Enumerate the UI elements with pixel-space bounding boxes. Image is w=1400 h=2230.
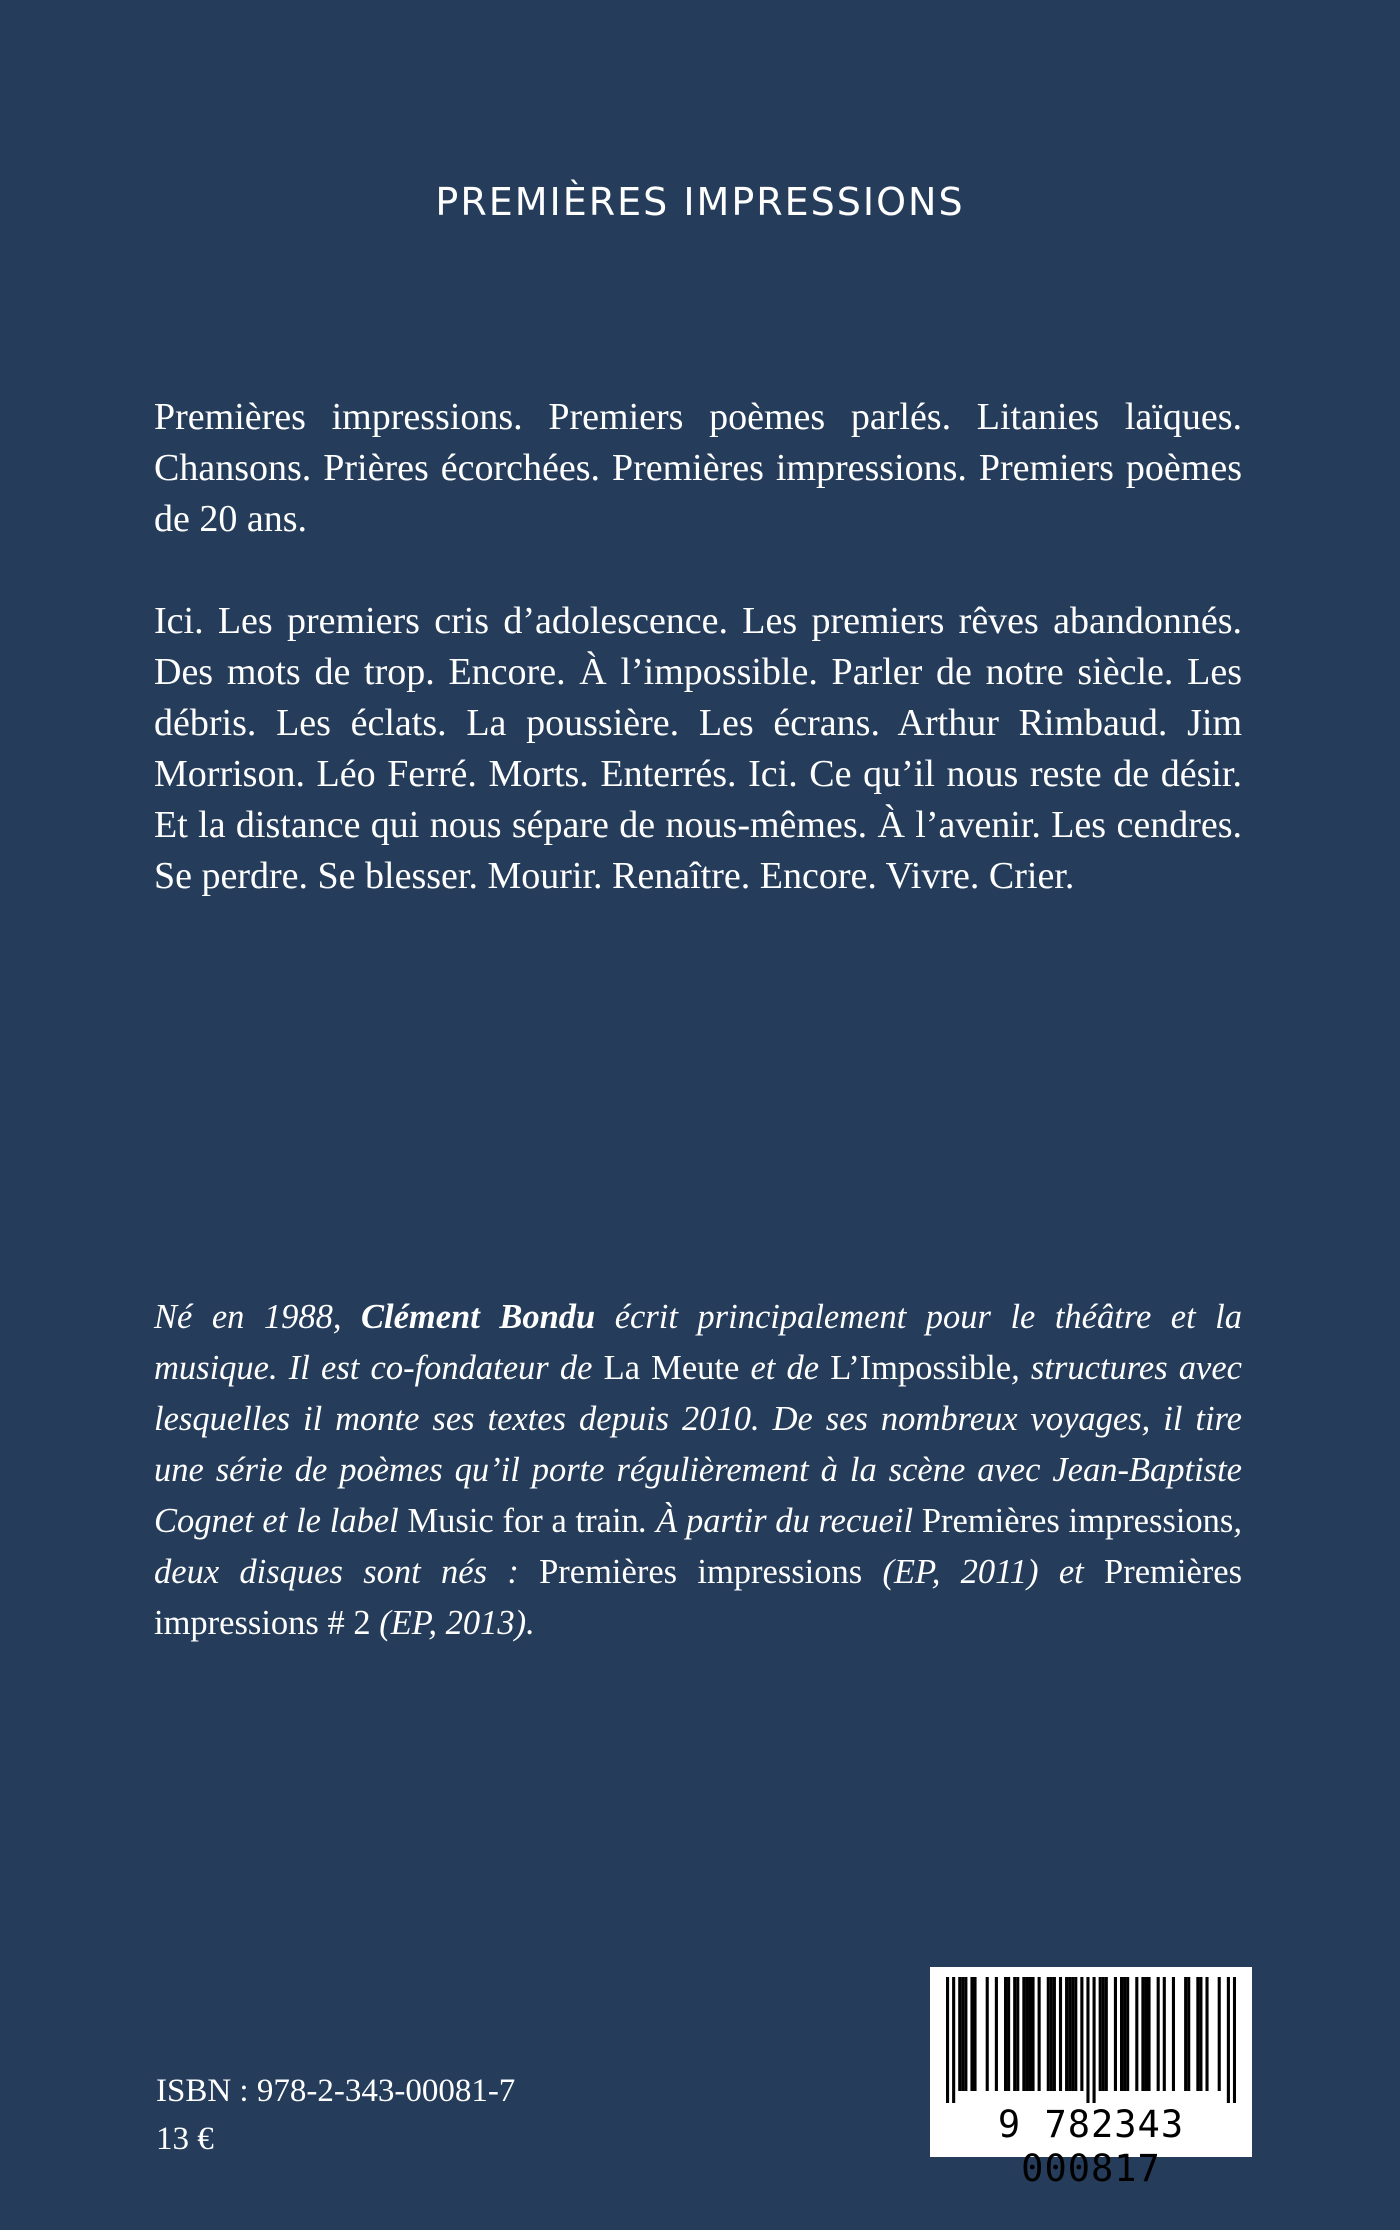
bio-text: , deux disques sont nés :: [154, 1502, 1242, 1591]
author-name: Clément Bondu: [361, 1298, 596, 1336]
barcode-bar: [1065, 1977, 1068, 2091]
barcode-bar: [1120, 1977, 1123, 2091]
bio-title: L’Impossible: [830, 1349, 1012, 1387]
barcode-bar: [1126, 1977, 1129, 2091]
bio-title: Premières impressions: [921, 1502, 1234, 1540]
barcode-bar: [970, 1977, 973, 2091]
bio-title: Premières impressions: [539, 1553, 863, 1591]
barcode-bar: [958, 1977, 961, 2091]
isbn: ISBN : 978-2-343-00081-7: [156, 2073, 516, 2109]
price: 13 €: [156, 2121, 214, 2157]
barcode-bar: [1157, 1977, 1160, 2091]
barcode-bar: [1068, 1977, 1071, 2091]
barcode-bar: [946, 1977, 949, 2103]
barcode-bar: [1105, 1977, 1108, 2091]
barcode-bar: [1205, 1977, 1208, 2091]
barcode-bar: [1071, 1977, 1074, 2091]
blurb-paragraph-2: Ici. Les premiers cris d’adolescence. Les premiers rêves abandonnés. Des mots de trop. Encore. À l’impossible. Parler de notre siècle. Les débris. Les éclats. La poussière. Les écrans. Arthur Rimbaud. Jim Morrison. Léo Ferré. Morts. Enterrés. Ici. Ce qu’il nous reste de désir. Et la distance qui nous sépare de nous-mêmes. À l’avenir. Les cendres. Se perdre. Se blesser. Mourir. Renaître. Encore. Vivre. Crier.: [154, 600, 1242, 897]
barcode-bar: [1196, 1977, 1199, 2091]
barcode-bar: [1099, 1977, 1102, 2091]
barcode-bar: [1047, 1977, 1050, 2091]
barcode-bar: [1187, 1977, 1190, 2091]
bio-text: (EP, 2013).: [370, 1604, 535, 1642]
barcode-digits: 9 782343 000817: [997, 2103, 1185, 2190]
barcode-bars: [946, 1977, 1236, 2103]
bio-title: La Meute: [603, 1349, 740, 1387]
bio-text: et de: [739, 1349, 831, 1387]
barcode-bar: [961, 1977, 964, 2091]
barcode-bar: [952, 1977, 955, 2103]
barcode-bar: [964, 1977, 967, 2091]
barcode-bar: [1144, 1977, 1147, 2091]
barcode-bar: [1038, 1977, 1041, 2091]
barcode-bar: [1135, 1977, 1138, 2091]
series-title: PREMIÈRES IMPRESSIONS: [435, 180, 965, 224]
barcode-bar: [1028, 1977, 1031, 2091]
bio-text: Né en 1988,: [154, 1298, 361, 1336]
barcode-bar: [1053, 1977, 1056, 2091]
barcode-bar: [1147, 1977, 1150, 2091]
barcode-bar: [1086, 1977, 1089, 2103]
blurb: [154, 392, 1242, 953]
barcode-bar: [1227, 1977, 1230, 2103]
barcode-bar: [986, 1977, 989, 2091]
barcode-bar: [1025, 1977, 1028, 2091]
barcode-bar: [1031, 1977, 1034, 2091]
bio-title: Music for a train: [407, 1502, 639, 1540]
barcode-bar: [1233, 1977, 1236, 2103]
barcode-bar: [1013, 1977, 1016, 2091]
barcode-bar: [1163, 1977, 1166, 2091]
bio-title: Premières impressions # 2: [154, 1553, 1242, 1642]
barcode-bar: [1050, 1977, 1053, 2091]
barcode-bar: [1184, 1977, 1187, 2091]
barcode-bar: [1123, 1977, 1126, 2091]
barcode-bar: [1004, 1977, 1007, 2091]
barcode-bar: [1199, 1977, 1202, 2091]
barcode-bar: [1022, 1977, 1025, 2091]
bio-text: (EP, 2011) et: [862, 1553, 1105, 1591]
author-bio: [154, 1292, 1242, 1649]
barcode-bar: [1074, 1977, 1077, 2091]
blurb-paragraph-1: Premières impressions. Premiers poèmes parlés. Litanies laïques. Chansons. Prières écorchées. Premières impressions. Premiers poèmes de 20 ans.: [154, 396, 1242, 540]
barcode-bar: [1080, 1977, 1083, 2091]
barcode-bar: [1114, 1977, 1117, 2091]
barcode: [930, 1967, 1252, 2190]
bio-text: écrit principalement pour le théâtre et la musique. Il est co-fondateur de: [154, 1298, 1243, 1387]
barcode-bar: [1007, 1977, 1010, 2091]
barcode-bar: [1172, 1977, 1175, 2091]
bio-text: . À partir du recueil: [638, 1502, 922, 1540]
barcode-bar: [1141, 1977, 1144, 2091]
barcode-bar: [1016, 1977, 1019, 2091]
barcode-bar: [1102, 1977, 1105, 2091]
barcode-bar: [995, 1977, 998, 2091]
barcode-bar: [1218, 1977, 1221, 2091]
bio-text: , structures avec lesquelles il monte ses textes depuis 2010. De ses nombreux voyages, il tire une série de poèmes qu’il porte régulièrement à la scène avec Jean-Baptiste Cognet et le label: [154, 1349, 1242, 1540]
barcode-bar: [1093, 1977, 1096, 2103]
barcode-bar: [1059, 1977, 1062, 2091]
barcode-bar: [973, 1977, 976, 2091]
